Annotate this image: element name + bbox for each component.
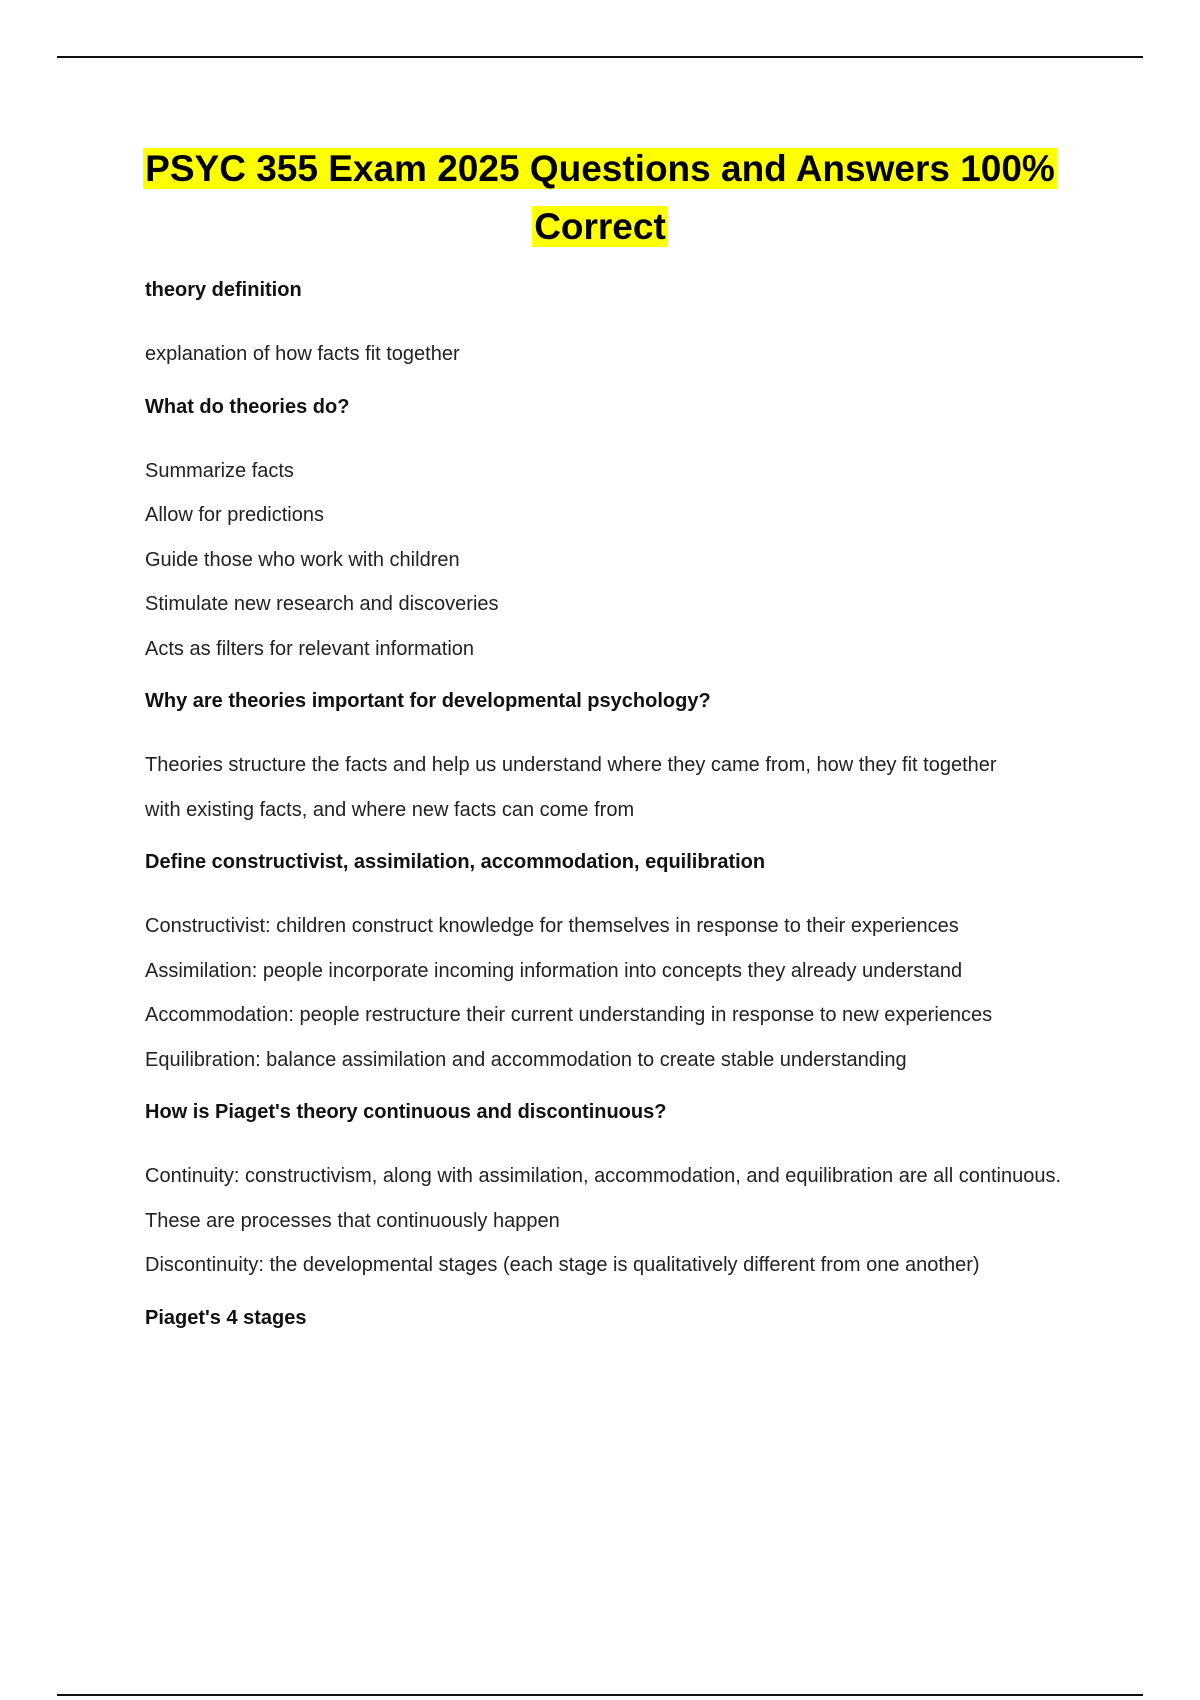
qa-item — [145, 687, 1095, 832]
qa-item — [145, 1304, 1095, 1332]
answer — [145, 449, 1095, 672]
answer-line: Constructivist: children construct knowledge for themselves in response to their experiences — [145, 915, 959, 937]
answer — [145, 1154, 1095, 1288]
qa-item — [145, 393, 1095, 672]
answer — [145, 332, 1095, 377]
answer-line: Discontinuity: the developmental stages (each stage is qualitatively different from one another) — [145, 1254, 980, 1276]
answer-line: Equilibration: balance assimilation and accommodation to create stable understanding — [145, 1048, 907, 1071]
question: Define constructivist, assimilation, accommodation, equilibration — [145, 851, 766, 873]
document-title: PSYC 355 Exam 2025 Questions and Answers 100% Correct — [145, 148, 1055, 247]
answer-line: Acts as filters for relevant information — [145, 637, 475, 660]
qa-item — [145, 848, 1095, 1082]
question: How is Piaget's theory continuous and discontinuous? — [145, 1101, 667, 1123]
answer — [145, 743, 1095, 832]
qa-item — [145, 1098, 1095, 1288]
answer-line: Stimulate new research and discoveries — [145, 593, 499, 615]
title-block — [100, 140, 1100, 256]
answer-line: Guide those who work with children — [145, 548, 460, 571]
bottom-rule — [57, 1694, 1143, 1696]
question: Piaget's 4 stages — [145, 1306, 307, 1329]
answer — [145, 904, 1095, 1082]
question: theory definition — [145, 279, 302, 301]
qa-item — [145, 276, 1095, 377]
answer-line: Summarize facts — [145, 459, 294, 482]
question: Why are theories important for developmental psychology? — [145, 690, 711, 712]
top-rule — [57, 56, 1143, 58]
answer-line: Assimilation: people incorporate incoming information into concepts they already understand — [145, 959, 963, 982]
answer-line: Allow for predictions — [145, 504, 324, 526]
answer-line: Continuity: constructivism, along with assimilation, accommodation, and equilibration are all continuous. These are processes that continuously happen — [145, 1165, 1062, 1232]
question: What do theories do? — [145, 395, 350, 418]
qa-content — [145, 276, 1095, 1360]
answer-line: Theories structure the facts and help us understand where they came from, how they fit together with existing facts, and where new facts can come from — [145, 754, 997, 821]
answer-line: Accommodation: people restructure their current understanding in response to new experiences — [145, 1004, 993, 1026]
answer-line: explanation of how facts fit together — [145, 343, 460, 365]
